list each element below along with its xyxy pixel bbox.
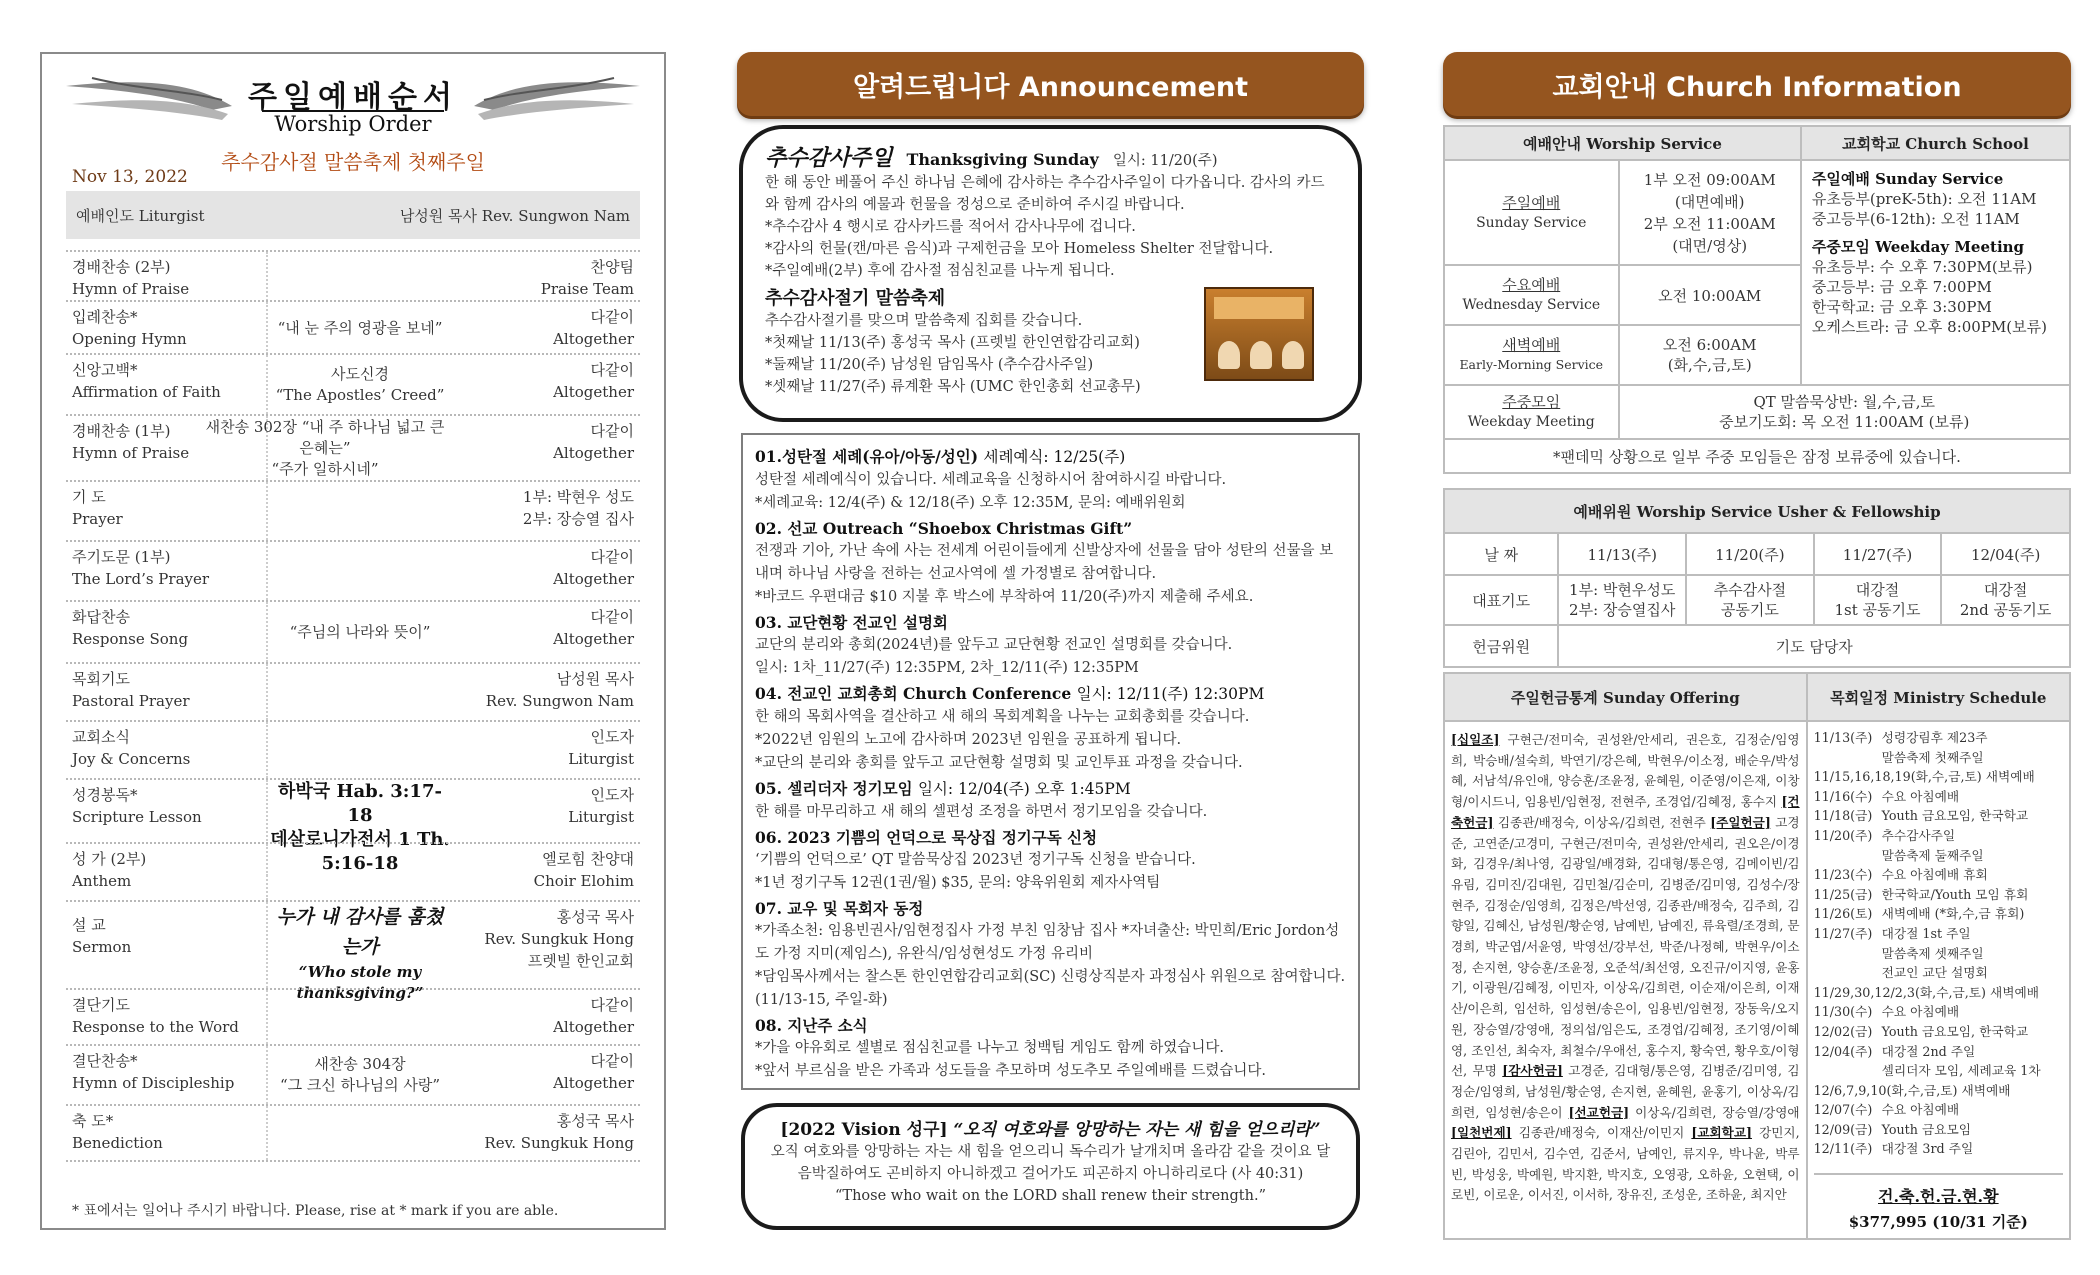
service-name-ko: 주중모임 (1502, 393, 1561, 411)
order-row (66, 600, 640, 662)
offering-label: [일천번제] (1451, 1125, 1512, 1141)
order-item-en: The Lord’s Prayer (72, 570, 210, 588)
usher-table (1443, 488, 2071, 668)
order-mid-line: 사도신경 (331, 364, 389, 383)
thanksgiving-title-en: Thanksgiving Sunday (906, 150, 1099, 169)
order-item-ko: 목회기도 (72, 670, 130, 688)
order-hymn: “내 눈 주의 영광을 보네” (277, 318, 443, 337)
school-line: 중고등부: 금 오후 7:00PM (1811, 278, 1992, 296)
schedule-event: 수요 아침예배 (1881, 1004, 1960, 1020)
order-leader-en: Liturgist (568, 750, 634, 768)
notice-text: 일시: 1차_11/27(주) 12:35PM, 2차_12/11(주) 12:35PM (755, 660, 1139, 676)
usher-date: 11/27(주) (1814, 533, 1942, 575)
notice-text: ‘기쁨의 언덕으로’ QT 말씀묵상집 2023년 정기구독 신청을 받습니다. (755, 852, 1196, 868)
notice-text: 성탄절 세례예식이 있습니다. 세례교육을 신청하시어 참여하시길 바랍니다. (755, 472, 1227, 488)
schedule-date: 12/6,7,9,10(화,수,금,토) 새벽예배 (1813, 1082, 2011, 1098)
order-row (66, 480, 640, 540)
notice-text: *1년 정기구독 12권(1권/월) $35, 문의: 양육위원회 제자사역팀 (755, 875, 1161, 891)
scripture-reading-1: 하박국 Hab. 3:17-18 (278, 781, 442, 826)
order-leader-en: Liturgist (568, 808, 634, 826)
schedule-list (1807, 721, 2070, 1239)
order-item-en: Benediction (72, 1134, 163, 1152)
schedule-date (1814, 748, 1882, 768)
order-item-ko: 결단찬송* (72, 1052, 138, 1070)
notice-text: 한 해를 마무리하고 새 해의 셀편성 조정을 하면서 정기모임을 갖습니다. (755, 804, 1208, 820)
festival-text: 추수감사절기를 맞으며 말씀축제 집회를 갖습니다. (765, 313, 1083, 329)
order-leader-en: Rev. Sungkuk Hong (484, 930, 634, 948)
schedule-event: Youth 금요모임 (1881, 1121, 1972, 1137)
schedule-date: 11/30(수) (1813, 1004, 1873, 1020)
schedule-row (1814, 924, 2063, 944)
order-item-ko: 성경봉독* (72, 786, 138, 804)
notice-head: 05. 셀리더자 정기모임 (755, 779, 913, 798)
worship-order-table (66, 250, 640, 1162)
weekday-meeting-detail: QT 말씀묵상반: 월,수,금,토 중보기도회: 목 오전 11:00AM (보류) (1619, 385, 2071, 439)
vision-verse-en: “Those who wait on the LORD shall renew their strength.” (835, 1188, 1266, 1204)
offering-names: 구현근/전미숙, 권성완/안세리, 권은호, 김정순/임영희, 박승배/설숙희, 박연기/강은혜, 박현우/이소정, 배순우/박성혜, 서남석/유인애, 양승훈/조윤정, 윤혜원, 이준영/이은재, 이창형/이시드니, 임용빈/임현정, 전현주, 조경업/김혜정, 홍수지 (1451, 732, 1800, 810)
offering-label: [교회학교] (1691, 1125, 1752, 1141)
order-title: 주일예배순서 (248, 80, 458, 115)
schedule-date: 11/25(금) (1813, 886, 1873, 902)
order-hymn: “주님의 나라와 뜻이” (289, 622, 431, 641)
offering-names: 김종관/배정숙, 이재산/이민지 (1511, 1125, 1692, 1141)
order-row (66, 900, 640, 1002)
worship-order-panel (40, 52, 666, 1230)
order-item-en: Affirmation of Faith (72, 383, 221, 401)
schedule-event: Youth 금요모임, 한국학교 (1881, 1023, 2029, 1039)
order-row (66, 720, 640, 778)
notice-text: *교단의 분리와 총회를 앞두고 교단현황 설명회 및 교인투표 과정을 갖습니다. (755, 755, 1243, 771)
order-item-en: Anthem (72, 872, 132, 890)
thanksgiving-title: 추수감사주일 (765, 145, 893, 171)
usher-header: 예배위원 Worship Service Usher & Fellowship (1444, 489, 2070, 533)
announcement-banner: 알려드립니다 Announcement (737, 52, 1364, 116)
school-line: 중고등부(6-12th): 오전 11AM (1811, 210, 2020, 228)
schedule-event: 추수감사주일 (1881, 827, 1956, 843)
order-row (66, 300, 640, 353)
order-leader-en: Rev. Sungwon Nam (485, 692, 634, 710)
schedule-date (1814, 1061, 1882, 1081)
order-leader-en: Altogether (553, 330, 634, 348)
notice-head: 04. 전교인 교회총회 Church Conference (755, 684, 1072, 703)
notice-item (755, 897, 1346, 1012)
order-leader-en: 2부: 장승열 집사 (522, 510, 634, 528)
school-sunday-title: 주일예배 Sunday Service (1811, 170, 2004, 188)
schedule-date: 11/20(주) (1813, 827, 1873, 843)
schedule-event: 말씀축제 첫째주일 (1881, 749, 1984, 765)
order-item-en: Hymn of Praise (72, 444, 190, 462)
sermon-title-en: “Who stole my thanksgiving?” (296, 963, 424, 1002)
notice-text: *가족소천: 임용빈권사/임현정집사 가정 부친 임창남 집사 *자녀출산: 박민희/Eric Jordon성도 가정 지미(제임스), 유완식/임성현성도 가정 유리비 (755, 923, 1340, 962)
festival-text: *둘째날 11/20(주) 남성원 담임목사 (추수감사주일) (765, 357, 1094, 373)
schedule-date: 11/15,16,18,19(화,수,금,토) 새벽예배 (1813, 769, 2035, 785)
offering-label: [주일헌금] (1710, 814, 1771, 830)
service-name-ko: 주일예배 (1502, 193, 1561, 212)
offering-label: [감사헌금] (1502, 1063, 1563, 1079)
vision-label: [2022 Vision 성구] (780, 1120, 948, 1140)
notice-item (755, 611, 1346, 680)
order-mid-line: “The Apostles’ Creed” (275, 385, 445, 404)
notice-item (755, 826, 1346, 895)
order-item-ko: 경배찬송 (1부) (72, 422, 171, 440)
notice-text: 전쟁과 기아, 가난 속에 사는 전세계 어린이들에게 신발상자에 선물을 담아 성탄의 선물을 보내며 하나님 사랑을 전하는 선교사역에 셀 가정별로 참여합니다. (755, 543, 1334, 582)
schedule-date: 11/27(주) (1813, 925, 1873, 941)
notice-extra: 일시: 12/11(주) 12:30PM (1076, 685, 1265, 703)
vision-script: “오직 여호와를 앙망하는 자는 새 힘을 얻으리라” (953, 1120, 1321, 1140)
service-name-cell (1444, 265, 1619, 325)
schedule-row (1814, 963, 2063, 983)
schedule-date: 12/07(수) (1813, 1102, 1873, 1118)
schedule-event: 성령강림후 제23주 (1881, 730, 1988, 745)
liturgist-name: 남성원 목사 Rev. Sungwon Nam (399, 206, 630, 225)
order-item-ko: 입례찬송* (72, 308, 138, 326)
order-leader-en: Altogether (553, 630, 634, 648)
thanksgiving-text: *추수감사 4 행시로 감사카드를 적어서 감사나무에 겁니다. (765, 219, 1136, 235)
notices-box (741, 433, 1360, 1090)
order-leader: 다같이 (590, 308, 634, 326)
usher-offering-label: 헌금위원 (1444, 625, 1558, 667)
schedule-row (1814, 983, 2063, 1003)
service-name-cell (1444, 160, 1619, 265)
worship-service-table (1443, 125, 2071, 474)
schedule-date (1814, 963, 1882, 983)
notice-item (755, 682, 1346, 775)
offering-names: 김종관/배정숙, 이상옥/김희련, 전현주 (1493, 814, 1711, 830)
pandemic-note: *팬데믹 상황으로 일부 주중 모임들은 잠정 보류중에 있습니다. (1444, 439, 2070, 473)
preacher-church: 프렛빌 한인교회 (527, 952, 634, 970)
notice-text: *바코드 우편대금 $10 지불 후 박스에 부착하여 11/20(주)까지 제출해 주세요. (755, 589, 1254, 605)
offering-label: [십일조] (1451, 732, 1500, 747)
order-leader: 인도자 (590, 786, 634, 804)
service-name-en: Sunday Service (1476, 214, 1587, 231)
notice-text: *담임목사께서는 찰스톤 한인연합감리교회(SC) 신령상직분자 과정심사 위원으로 참여합니다. (11/13-15, 주일-화) (755, 969, 1346, 1008)
thanksgiving-box (739, 125, 1362, 422)
school-line: 한국학교: 금 오후 3:30PM (1811, 298, 1992, 316)
schedule-event: 새벽예배 (*화,수,금 휴회) (1881, 906, 2025, 922)
order-leader-en: Choir Elohim (533, 872, 634, 890)
notice-text: 한 해의 목회사역을 결산하고 새 해의 목회계획을 나누는 교회총회를 갖습니다. (755, 709, 1250, 725)
usher-prayer: 대강절 1st 공동기도 (1814, 575, 1942, 625)
order-item-ko: 설 교 (72, 916, 106, 934)
order-leader: 다같이 (590, 1052, 634, 1070)
order-item-en: Scripture Lesson (72, 808, 202, 826)
offering-names: 고경준, 고연준/고경미, 구현근/전미숙, 권성완/안세리, 권오은/이경화, 김경우/최나영, 김광일/배경화, 김대형/통은영, 김메이빈/김유림, 김미진/김대원, 김민철/김순미, 김병준/김미영, 김성수/장현주, 김정순/임영희, 김정은/박선영, 김종관/배정숙, 김주희, 김향일, 김혜신, 남성원/황순영, 남예빈, 남예진, 류육렬/조경희, 문경희, 박군엽/서윤영, 박영선/강부선, 박준/나정혜, 박현우/이소정, 손지현, 양승훈/조윤정, 오준석/최선영, 오진규/이지영, 윤홍기, 이광원/김혜정, 이민자, 이상옥/김희련, 이순재/이은희, 이재산/이은희, 임선하, 임성현/송은이, 임용빈/임현정, 장동욱/오지원, 장승열/강영애, 정의섭/임은도, 조경업/김혜정, 조기영/이혜영, 조인선, 최숙자, 최철수/우애선, 홍수지, 황숙연, 황우호/이형선, 무명 (1451, 814, 1800, 1079)
order-item-en: Response Song (72, 630, 189, 648)
notice-text: *2022년 임원의 노고에 감사하며 2023년 임원을 공표하게 됩니다. (755, 732, 1182, 748)
order-leader-en: Altogether (553, 570, 634, 588)
order-leader: 홍성국 목사 (556, 1112, 634, 1130)
schedule-date: 11/26(토) (1813, 906, 1873, 922)
order-item-en: Sermon (72, 938, 132, 956)
order-leader: 다같이 (590, 361, 634, 379)
church-school-cell (1801, 160, 2070, 385)
offering-label: [선교헌금] (1568, 1104, 1630, 1120)
schedule-event: 대강절 1st 주일 (1881, 925, 1971, 941)
schedule-event: 수요 아침예배 (1881, 1102, 1960, 1118)
offering-label: [건축헌금] (1451, 794, 1800, 830)
service-date: Nov 13, 2022 (72, 167, 188, 187)
order-leader-en: Altogether (553, 1074, 634, 1092)
church-school-header: 교회학교 Church School (1801, 126, 2070, 160)
schedule-row (1814, 904, 2063, 924)
order-leader-en: Altogether (553, 444, 634, 462)
notice-item (755, 445, 1346, 515)
order-item-en: Joy & Concerns (72, 750, 191, 768)
order-item-ko: 성 가 (2부) (72, 850, 147, 868)
order-row (66, 1104, 640, 1162)
notice-head: 02. 선교 Outreach “Shoebox Christmas Gift” (755, 519, 1133, 538)
order-leader: 다같이 (590, 996, 634, 1014)
service-name-en: Early-Morning Service (1459, 357, 1604, 372)
schedule-row (1814, 767, 2063, 787)
offering-names: 고경준, 김대형/통은영, 김병준/김미영, 김정순/임영희, 남성원/황순영, 손지현, 윤혜원, 윤홍기, 이상옥/김희련, 임성현/송은이 (1451, 1063, 1800, 1120)
schedule-row (1814, 1100, 2063, 1120)
notice-head: 07. 교우 및 목회자 동정 (755, 899, 924, 918)
thanksgiving-heading (765, 147, 1336, 172)
order-item-ko: 축 도* (72, 1112, 114, 1130)
service-name-cell (1444, 385, 1619, 439)
service-name-ko: 수요예배 (1502, 276, 1561, 294)
building-fund-value: $377,995 (10/31 기준) (1848, 1212, 2028, 1231)
school-line: 유초등부(preK-5th): 오전 11AM (1811, 190, 2037, 208)
thanksgiving-text: *감사의 헌물(캔/마른 음식)과 구제헌금을 모아 Homeless Shelter 전달합니다. (765, 241, 1274, 257)
usher-prayer: 대강절 2nd 공동기도 (1941, 575, 2070, 625)
vision-heading (765, 1119, 1336, 1141)
vision-verse-box (741, 1103, 1360, 1230)
service-time: 오전 6:00AM (화,수,금,토) (1619, 325, 1801, 385)
notice-item (755, 1014, 1346, 1083)
order-leader: 인도자 (590, 728, 634, 746)
schedule-date: 11/16(수) (1813, 788, 1873, 804)
schedule-event: 대강절 3rd 주일 (1881, 1141, 1974, 1157)
offering-schedule-table (1443, 672, 2071, 1240)
usher-date-label: 날 짜 (1444, 533, 1558, 575)
order-leader-en: Altogether (553, 1018, 634, 1036)
school-line: 오케스트라: 금 오후 8:00PM(보류) (1811, 318, 2047, 336)
sermon-title: 누가 내 감사를 훔쳤는가 (276, 906, 444, 958)
schedule-event: 전교인 교단 설명회 (1881, 965, 1988, 981)
schedule-event: 한국학교/Youth 모임 휴회 (1881, 886, 2029, 902)
order-leader: 찬양팀 (590, 258, 634, 276)
order-leader: 다같이 (590, 422, 634, 440)
notice-extra: 세례예식: 12/25(주) (983, 448, 1126, 466)
schedule-row (1814, 1061, 2063, 1081)
schedule-row (1814, 748, 2063, 768)
schedule-date: 11/18(금) (1813, 808, 1873, 824)
service-name-cell (1444, 325, 1619, 385)
order-item-en: Response to the Word (72, 1018, 239, 1036)
schedule-date: 11/29,30,12/2,3(화,수,금,토) 새벽예배 (1813, 984, 2040, 1000)
schedule-row (1814, 885, 2063, 905)
order-item-ko: 결단기도 (72, 996, 130, 1014)
schedule-row (1814, 865, 2063, 885)
order-row (66, 414, 640, 480)
notice-text: *앞서 부르심을 받은 가족과 성도들을 추모하며 성도추모 주일예배를 드렸습니다. (755, 1063, 1266, 1079)
liturgist-label: 예배인도 Liturgist (76, 206, 205, 225)
thanksgiving-text: 한 해 동안 베풀어 주신 하나님 은혜에 감사하는 추수감사주일이 다가옵니다. 감사의 카드와 함께 감사의 예물과 헌물을 정성으로 준비하여 주시길 바랍니다. (765, 175, 1325, 213)
liturgist-bar (66, 191, 640, 239)
scripture-reading-2: 데살로니가전서 1 Th. 5:16-18 (270, 829, 450, 874)
vision-verse-ko: 오직 여호와를 앙망하는 자는 새 힘을 얻으리니 독수리가 날개치며 올라감 같을 것이요 달음박질하여도 곤비하지 아니하겠고 걸어가도 피곤하지 아니하리로다 (사 40:31) (770, 1144, 1331, 1182)
schedule-row (1814, 1002, 2063, 1022)
festival-text: *셋째날 11/27(주) 류계환 목사 (UMC 한인총회 선교총무) (765, 379, 1141, 395)
order-leader-en: Praise Team (540, 280, 634, 298)
schedule-row (1814, 1022, 2063, 1042)
notice-text: 교단의 분리와 총회(2024년)를 앞두고 교단현황 전교인 설명회를 갖습니다. (755, 637, 1233, 653)
schedule-event: 말씀축제 둘째주일 (1881, 847, 1984, 863)
festival-title: 추수감사절기 말씀축제 (765, 288, 946, 309)
order-item-en: Hymn of Discipleship (72, 1074, 235, 1092)
usher-prayer: 1부: 박현우성도 2부: 장승열집사 (1558, 575, 1686, 625)
thanksgiving-text: *주일예배(2부) 후에 감사절 점심친교를 나누게 됩니다. (765, 263, 1115, 279)
order-item-ko: 주기도문 (1부) (72, 548, 171, 566)
church-info-banner: 교회안내 Church Information (1443, 52, 2071, 116)
festival-text: *첫째날 11/13(주) 홍성국 목사 (프렛빌 한인연합감리교회) (765, 335, 1140, 351)
order-leader: 엘로힘 찬양대 (542, 850, 634, 868)
notice-item (755, 517, 1346, 609)
order-row (66, 540, 640, 600)
offering-header: 주일헌금통계 Sunday Offering (1444, 673, 1807, 721)
schedule-event: 대강절 2nd 주일 (1881, 1043, 1976, 1059)
order-leader: 남성원 목사 (556, 670, 634, 688)
order-row (66, 1044, 640, 1104)
order-leader: 1부: 박현우 성도 (522, 488, 634, 506)
order-row (66, 842, 640, 900)
service-name-en: Wednesday Service (1462, 297, 1601, 313)
notice-extra: 일시: 12/04(주) 오후 1:45PM (917, 780, 1131, 798)
schedule-row (1814, 944, 2063, 964)
schedule-row (1814, 787, 2063, 807)
schedule-row (1814, 728, 2063, 748)
order-item-ko: 기 도 (72, 488, 106, 506)
order-item-ko: 신앙고백* (72, 361, 138, 379)
schedule-date: 12/11(주) (1813, 1141, 1873, 1157)
usher-date: 12/04(주) (1941, 533, 2070, 575)
usher-date: 11/13(주) (1558, 533, 1686, 575)
notice-head: 03. 교단현황 전교인 설명회 (755, 613, 948, 632)
usher-prayer-label: 대표기도 (1444, 575, 1558, 625)
order-item-ko: 교회소식 (72, 728, 130, 746)
schedule-date: 11/13(주) (1813, 730, 1873, 745)
schedule-date (1814, 944, 1882, 964)
offering-names: 이상옥/김희련, 장승열/강영애 (1629, 1104, 1800, 1120)
school-weekday-title: 주중모임 Weekday Meeting (1811, 238, 2025, 256)
schedule-date: 12/09(금) (1813, 1121, 1873, 1137)
order-theme: 추수감사절 말씀축제 첫째주일 (221, 150, 485, 174)
order-leader: 다같이 (590, 608, 634, 626)
schedule-header: 목회일정 Ministry Schedule (1807, 673, 2070, 721)
order-item-en: Prayer (72, 510, 123, 528)
schedule-row (1814, 1120, 2063, 1140)
festival-poster-image (1204, 287, 1314, 381)
schedule-row (1814, 1042, 2063, 1062)
schedule-row (1814, 826, 2063, 846)
notice-text: *세례교육: 12/4(주) & 12/18(주) 오후 12:35M, 문의: 예배위원회 (755, 495, 1186, 511)
order-item-ko: 화답찬송 (72, 608, 130, 626)
offering-names: 강민지, 김린아, 김민서, 김수연, 김준서, 남예인, 류지우, 박나윤, 박루빈, 박성웅, 박예원, 박지환, 박지호, 오영광, 오하윤, 오현택, 이로빈, 이로운, 이서진, 이서하, 장유진, 조성운, 조하윤, 최지안 (1451, 1125, 1800, 1203)
building-fund-box (1814, 1173, 2063, 1232)
thanksgiving-date: 일시: 11/20(주) (1112, 153, 1218, 169)
building-fund-title: 건.축.헌.금.현.황 (1878, 1187, 1999, 1207)
schedule-date (1814, 846, 1882, 866)
order-subtitle: Worship Order (274, 112, 432, 136)
schedule-event: 셀리더자 모임, 세례교육 1차 (1881, 1063, 2041, 1079)
service-name-ko: 새벽예배 (1502, 336, 1561, 354)
notice-head: 08. 지난주 소식 (755, 1016, 868, 1035)
schedule-event: 수요 아침예배 (1881, 788, 1960, 804)
order-row (66, 250, 640, 300)
schedule-row (1814, 1081, 2063, 1101)
order-leader: 홍성국 목사 (556, 908, 634, 926)
offering-list (1444, 721, 1807, 1239)
schedule-date: 12/04(주) (1813, 1043, 1873, 1059)
order-mid-line: “그 크신 하나님의 사랑” (279, 1076, 441, 1094)
usher-date: 11/20(주) (1686, 533, 1814, 575)
usher-prayer: 추수감사절 공동기도 (1686, 575, 1814, 625)
worship-service-header: 예배안내 Worship Service (1444, 126, 1801, 160)
schedule-event: 수요 아침예배 휴회 (1881, 867, 1988, 883)
order-item-en: Hymn of Praise (72, 280, 190, 298)
service-name-en: Weekday Meeting (1467, 414, 1595, 430)
schedule-event: Youth 금요모임, 한국학교 (1881, 808, 2029, 824)
order-row (66, 353, 640, 414)
usher-offering-value: 기도 담당자 (1558, 625, 2070, 667)
order-mid-line: 새찬송 304장 (314, 1055, 406, 1073)
order-row (66, 662, 640, 720)
notice-head: 06. 2023 기쁨의 언덕으로 묵상집 정기구독 신청 (755, 828, 1098, 847)
schedule-date: 11/23(수) (1813, 867, 1873, 883)
service-time: 1부 오전 09:00AM (대면예배) 2부 오전 11:00AM (대면/영상) (1619, 160, 1801, 265)
order-item-en: Pastoral Prayer (72, 692, 190, 710)
school-line: 유초등부: 수 오후 7:30PM(보류) (1811, 258, 2033, 276)
order-item-ko: 경배찬송 (2부) (72, 258, 171, 276)
order-mid-line: 새찬송 302장 “내 주 하나님 넓고 큰 은혜는” (205, 417, 445, 457)
rise-footnote: * 표에서는 일어나 주시기 바랍니다. Please, rise at * mark if you are able. (72, 1203, 559, 1219)
schedule-row (1814, 1139, 2063, 1159)
schedule-row (1814, 806, 2063, 826)
service-time: 오전 10:00AM (1619, 265, 1801, 325)
order-leader-en: Altogether (553, 383, 634, 401)
schedule-date: 12/02(금) (1813, 1023, 1873, 1039)
notice-text: *가을 야유회로 셀별로 점심친교를 나누고 청백팀 게임도 함께 하였습니다. (755, 1040, 1224, 1056)
schedule-event: 말씀축제 셋째주일 (1881, 945, 1984, 961)
notice-head: 01.성탄절 세례(유아/아동/성인) (755, 447, 979, 466)
order-leader-en: Rev. Sungkuk Hong (484, 1134, 634, 1152)
order-row (66, 988, 640, 1044)
order-leader: 다같이 (590, 548, 634, 566)
order-item-en: Opening Hymn (72, 330, 187, 348)
schedule-row (1814, 846, 2063, 866)
order-mid-line: “주가 일하시네” (271, 459, 379, 478)
notice-item (755, 777, 1346, 824)
